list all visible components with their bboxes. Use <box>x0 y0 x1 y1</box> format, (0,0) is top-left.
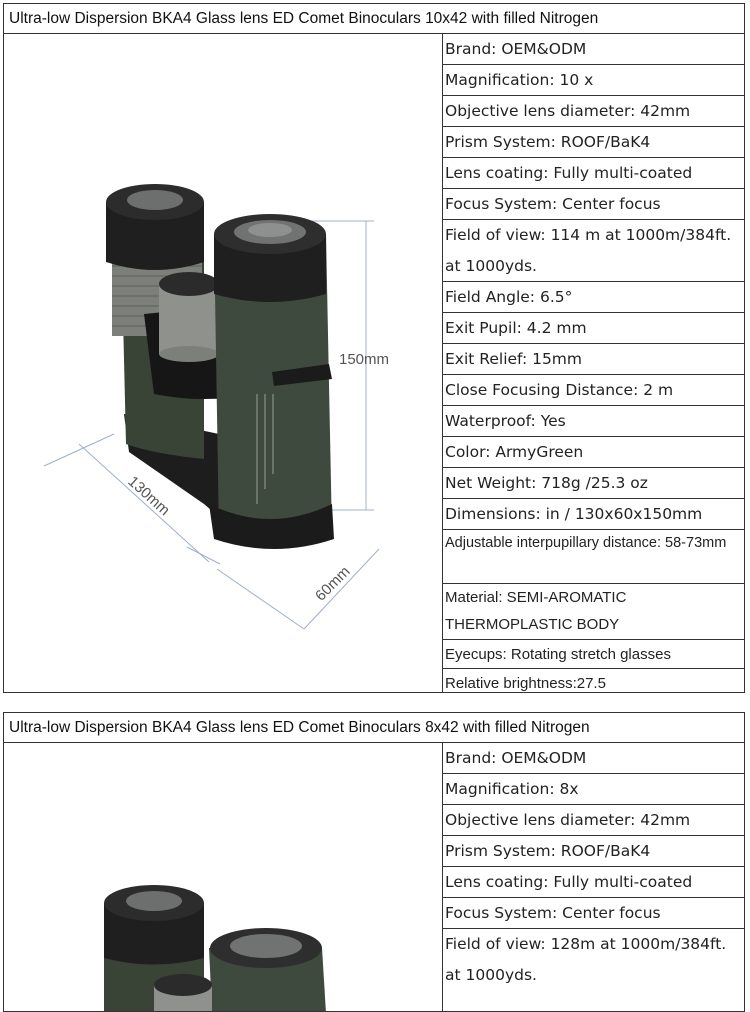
spec-eyecups: Eyecups: Rotating stretch glasses <box>442 640 744 669</box>
spec-objective-diameter: Objective lens diameter: 42mm <box>442 96 744 127</box>
binoculars-illustration <box>4 34 442 692</box>
spec-objective-diameter: Objective lens diameter: 42mm <box>442 805 744 836</box>
spec-magnification: Magnification: 8x <box>442 774 744 805</box>
binoculars-illustration <box>4 743 442 1011</box>
spec-lens-coating: Lens coating: Fully multi-coated <box>442 867 744 898</box>
length-dimension-label: 130mm <box>124 472 174 520</box>
spec-dimensions: Dimensions: in / 130x60x150mm <box>442 499 744 530</box>
product-image <box>4 34 443 692</box>
spec-lens-coating: Lens coating: Fully multi-coated <box>442 158 744 189</box>
spec-field-angle: Field Angle: 6.5° <box>442 282 744 313</box>
spec-color: Color: ArmyGreen <box>442 437 744 468</box>
spec-brand: Brand: OEM&ODM <box>442 34 744 65</box>
spec-field-of-view: Field of view: 114 m at 1000m/384ft. at 1000yds. <box>442 220 744 282</box>
spec-table <box>442 34 744 698</box>
spec-prism-system: Prism System: ROOF/BaK4 <box>442 127 744 158</box>
spec-net-weight: Net Weight: 718g /25.3 oz <box>442 468 744 499</box>
product-block <box>3 712 745 1012</box>
spec-relative-brightness: Relative brightness:27.5 <box>445 675 606 692</box>
spec-table <box>442 743 744 991</box>
spec-focus-system: Focus System: Center focus <box>442 189 744 220</box>
width-dimension-label: 60mm <box>312 563 354 605</box>
spec-field-of-view: Field of view: 128m at 1000m/384ft. at 1000yds. <box>445 935 727 984</box>
spec-interpupillary: Adjustable interpupillary distance: 58-73mm <box>442 530 744 584</box>
spec-brand: Brand: OEM&ODM <box>442 743 744 774</box>
spec-magnification: Magnification: 10 x <box>442 65 744 96</box>
spec-waterproof: Waterproof: Yes <box>442 406 744 437</box>
spec-exit-relief: Exit Relief: 15mm <box>442 344 744 375</box>
product-title: Ultra-low Dispersion BKA4 Glass lens ED Comet Binoculars 10x42 with filled Nitrogen <box>4 4 744 34</box>
spec-material: Material: SEMI-AROMATIC THERMOPLASTIC BODY <box>442 584 744 640</box>
spec-close-focusing: Close Focusing Distance: 2 m <box>442 375 744 406</box>
spec-prism-system: Prism System: ROOF/BaK4 <box>442 836 744 867</box>
height-dimension-label: 150mm <box>339 351 390 368</box>
product-image <box>4 743 443 1011</box>
product-block <box>3 3 745 693</box>
spec-focus-system: Focus System: Center focus <box>442 898 744 929</box>
product-title: Ultra-low Dispersion BKA4 Glass lens ED Comet Binoculars 8x42 with filled Nitrogen <box>4 713 744 743</box>
spec-exit-pupil: Exit Pupil: 4.2 mm <box>442 313 744 344</box>
